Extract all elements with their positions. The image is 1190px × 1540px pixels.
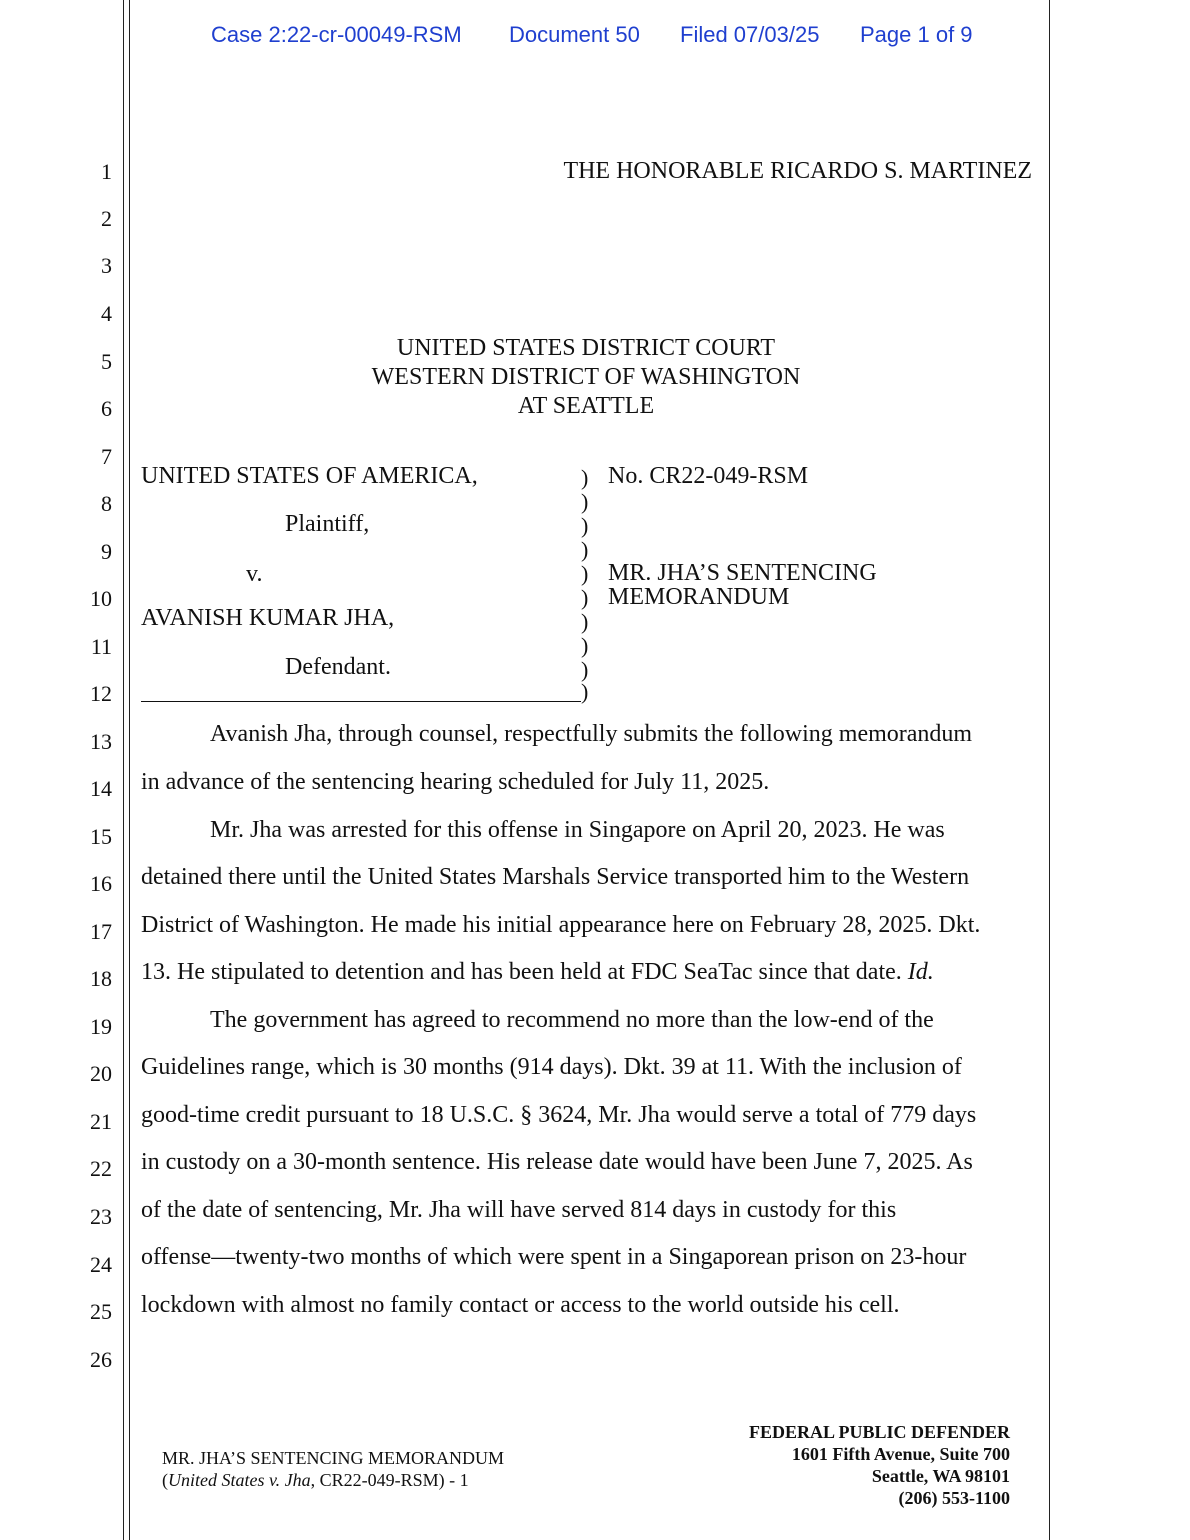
versus: v.	[246, 561, 263, 587]
body-line: Mr. Jha was arrested for this offense in Singapore on April 20, 2023. He was	[210, 817, 945, 843]
line-number: 25	[90, 1299, 112, 1324]
line-number: 24	[90, 1252, 112, 1277]
ecf-case-number: Case 2:22-cr-00049-RSM	[211, 22, 462, 47]
document-title-line1: MR. JHA’S SENTENCING	[608, 560, 877, 586]
court-location: AT SEATTLE	[517, 393, 655, 419]
body-line: lockdown with almost no family contact or access to the world outside his cell.	[141, 1292, 900, 1318]
line-number: 12	[90, 681, 112, 706]
line-number: 9	[101, 539, 112, 564]
footer-caption	[162, 1470, 469, 1491]
left-margin-rule-outer	[123, 0, 124, 1540]
court-district: WESTERN DISTRICT OF WASHINGTON	[371, 364, 801, 390]
caption-paren: )	[581, 679, 589, 704]
line-number: 11	[90, 634, 112, 659]
body-line: Avanish Jha, through counsel, respectfully submits the following memorandum	[210, 721, 973, 747]
line-number: 3	[101, 253, 112, 278]
document-title-line2: MEMORANDUM	[608, 584, 790, 610]
right-margin-rule	[1049, 0, 1050, 1540]
defendant-role: Defendant.	[285, 654, 391, 680]
line-number: 8	[101, 491, 112, 516]
body-line: The government has agreed to recommend no more than the low-end of the	[210, 1007, 934, 1033]
id-citation: Id.	[907, 959, 934, 985]
line-number: 14	[90, 776, 112, 801]
line-number: 2	[101, 206, 112, 231]
footer-case-number: , CR22-049-RSM) - 1	[310, 1470, 469, 1490]
line-number: 22	[90, 1156, 112, 1181]
line-number: 15	[90, 824, 112, 849]
ecf-filed-date: Filed 07/03/25	[680, 22, 820, 47]
footer-document-title: MR. JHA’S SENTENCING MEMORANDUM	[162, 1448, 505, 1468]
caption-paren: )	[581, 465, 589, 490]
caption-paren: )	[581, 585, 589, 610]
footer-caption-open: (	[162, 1470, 168, 1490]
court-heading	[141, 334, 1031, 421]
body-line: in advance of the sentencing hearing scheduled for July 11, 2025.	[141, 769, 770, 795]
defendant-name: AVANISH KUMAR JHA,	[141, 605, 395, 631]
footer-address-street: 1601 Fifth Avenue, Suite 700	[791, 1444, 1010, 1464]
caption-paren: )	[581, 537, 589, 562]
body-line: Guidelines range, which is 30 months (914 days). Dkt. 39 at 11. With the inclusion of	[141, 1054, 962, 1080]
line-number: 7	[101, 444, 112, 469]
line-number: 23	[90, 1204, 112, 1229]
body-line-text: 13. He stipulated to detention and has been held at FDC SeaTac since that date.	[141, 959, 902, 985]
body-line: in custody on a 30-month sentence. His release date would have been June 7, 2025. As	[141, 1149, 973, 1175]
line-number: 1	[101, 159, 112, 184]
caption-underline	[141, 701, 581, 702]
ecf-document-number: Document 50	[509, 22, 640, 47]
body-line	[141, 959, 934, 986]
line-number: 17	[90, 919, 112, 944]
caption-paren: )	[581, 561, 589, 586]
line-number: 16	[90, 871, 112, 896]
line-number: 26	[90, 1347, 112, 1372]
caption-paren: )	[581, 513, 589, 538]
case-number: No. CR22-049-RSM	[608, 463, 809, 489]
ecf-page-count: Page 1 of 9	[860, 22, 973, 47]
judge-name: THE HONORABLE RICARDO S. MARTINEZ	[563, 158, 1032, 184]
line-number: 13	[90, 729, 112, 754]
footer-case-name: United States v. Jha	[168, 1470, 311, 1490]
footer-office-block	[749, 1421, 1010, 1509]
plaintiff-role: Plaintiff,	[285, 511, 370, 537]
body-line: good-time credit pursuant to 18 U.S.C. § 3624, Mr. Jha would serve a total of 779 days	[141, 1102, 977, 1128]
caption-paren: )	[581, 633, 589, 658]
plaintiff-name: UNITED STATES OF AMERICA,	[141, 463, 478, 489]
caption-paren: )	[581, 657, 589, 682]
footer-phone: (206) 553-1100	[898, 1488, 1010, 1508]
footer-office-name: FEDERAL PUBLIC DEFENDER	[748, 1422, 1010, 1442]
footer-address-city: Seattle, WA 98101	[871, 1466, 1010, 1486]
body-line: detained there until the United States Marshals Service transported him to the Western	[141, 864, 970, 890]
body-line: of the date of sentencing, Mr. Jha will have served 814 days in custody for this	[141, 1197, 897, 1223]
line-number: 20	[90, 1061, 112, 1086]
line-number: 5	[101, 349, 112, 374]
caption-paren: )	[581, 489, 589, 514]
left-margin-rule-inner	[129, 0, 130, 1540]
court-name: UNITED STATES DISTRICT COURT	[396, 335, 776, 361]
line-number: 21	[90, 1109, 112, 1134]
line-number: 6	[101, 396, 112, 421]
line-number: 4	[101, 301, 112, 326]
caption-paren: )	[581, 609, 589, 634]
line-number: 18	[90, 966, 112, 991]
line-number: 19	[90, 1014, 112, 1039]
body-line: District of Washington. He made his initial appearance here on February 28, 2025. Dkt.	[141, 912, 981, 938]
body-line: offense—twenty-two months of which were spent in a Singaporean prison on 23-hour	[141, 1244, 967, 1270]
line-number: 10	[90, 586, 112, 611]
